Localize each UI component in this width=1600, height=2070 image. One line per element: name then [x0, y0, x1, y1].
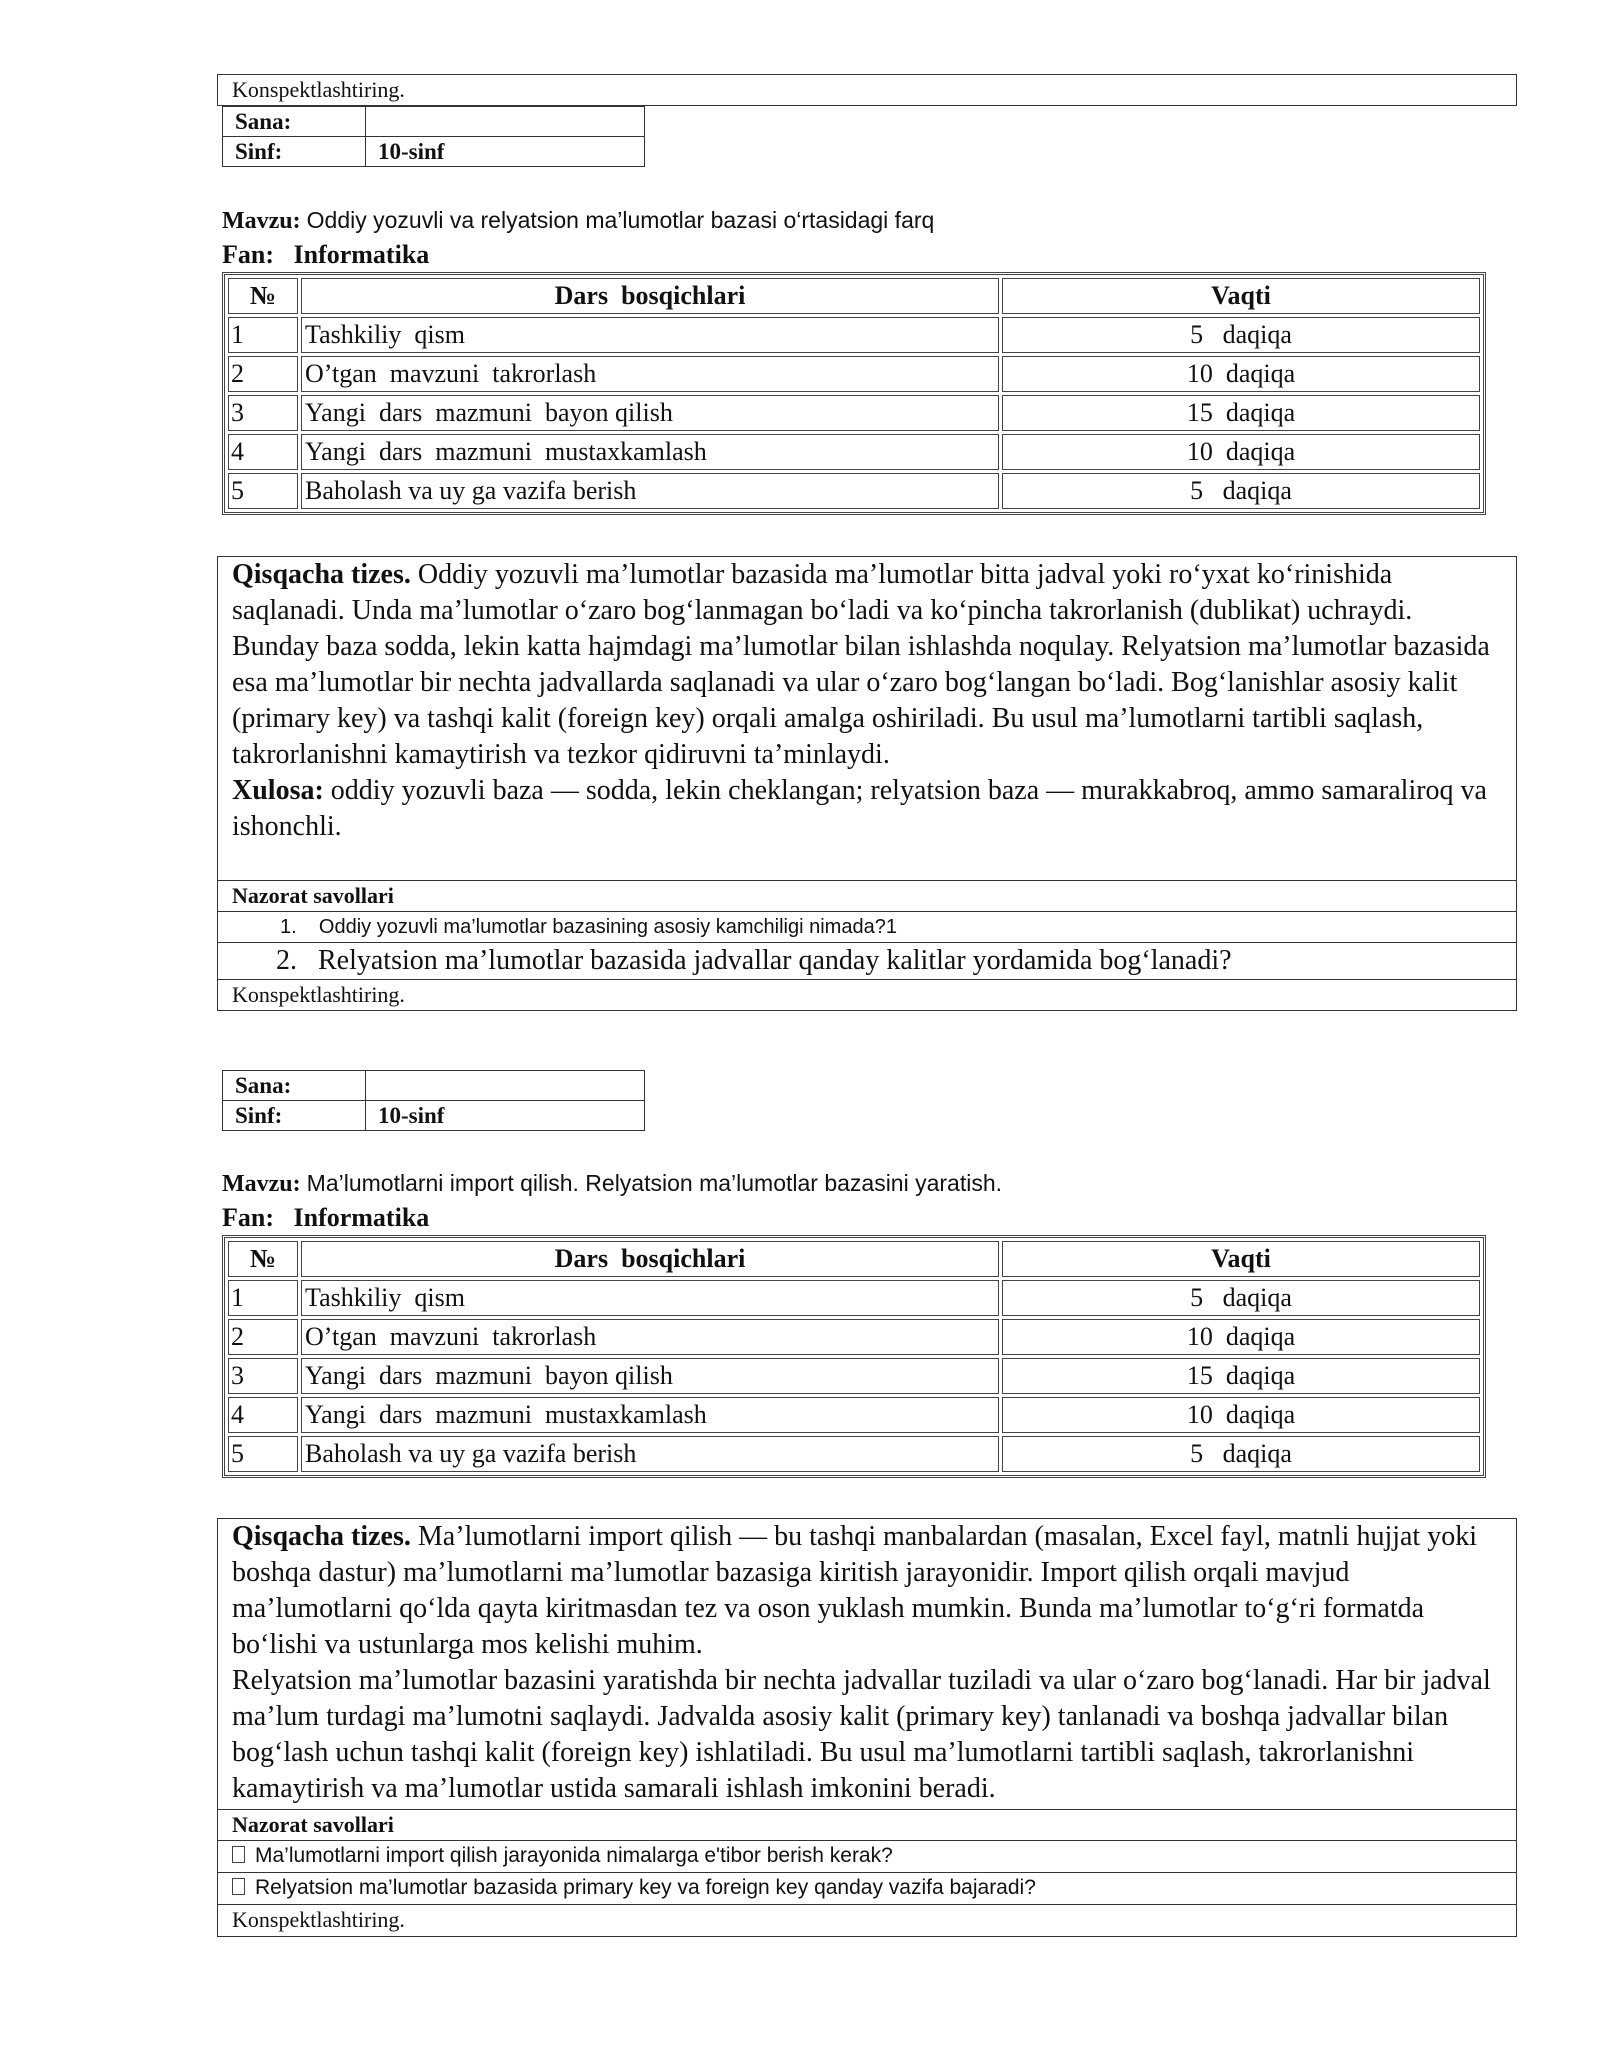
lesson1-question-1 [217, 911, 1517, 943]
mavzu-label: Mavzu: [222, 1171, 301, 1197]
sinf-value: 10-sinf [366, 137, 645, 167]
row-num: 1 [228, 317, 298, 353]
lesson2-stages-table [222, 1235, 1486, 1478]
row-time: 10 daqiqa [1002, 434, 1480, 470]
question-text: Oddiy yozuvli ma’lumotlar bazasining asosiy kamchiligi nimada?1 [318, 916, 897, 938]
row-num: 5 [228, 473, 298, 509]
nazorat-label: Nazorat savollari [232, 1812, 394, 1837]
stages-header-row [228, 1241, 1480, 1277]
row-num: 2 [228, 1319, 298, 1355]
summary-text: Relyatsion ma’lumotlar bazasini yaratishda bir nechta jadvallar tuziladi va ular o‘zaro bog‘lanadi. Har bir jadval ma’lum turdagi ma’lumotni saqlaydi. Jadvalda asosiy kalit (primary key) tanlanadi va boshqa jadvallar bilan bog‘lash uchun tashqi kalit (foreign key) ishlatiladi. Bu usul ma’lumotlarni tartibli saqlash, takrorlanishni kamaytirish va ma’lumotlar ustida samarali ishlash imkonini beradi. [232, 1665, 1491, 1804]
xulosa-label: Xulosa: [232, 775, 324, 806]
sana-label: Sana: [223, 107, 366, 137]
header-num: № [228, 1241, 298, 1277]
lesson2-nazorat-row [217, 1809, 1517, 1841]
lesson2-question-2 [217, 1872, 1517, 1905]
konspekt-text: Konspektlashtiring. [232, 1907, 405, 1932]
row-time: 10 daqiqa [1002, 356, 1480, 392]
row-time: 10 daqiqa [1002, 1397, 1480, 1433]
table-row [228, 1280, 1480, 1316]
question-text: Ma’lumotlarni import qilish jarayonida nimalarga e'tibor berish kerak? [255, 1844, 893, 1867]
table-row [228, 434, 1480, 470]
fan-label: Fan: [222, 1203, 274, 1232]
table-row [228, 317, 1480, 353]
question-text: Relyatsion ma’lumotlar bazasida primary key va foreign key qanday vazifa bajaradi? [255, 1876, 1036, 1899]
mavzu-text: Oddiy yozuvli va relyatsion ma’lumotlar bazasi o‘rtasidagi farq [306, 207, 935, 233]
table-row [228, 356, 1480, 392]
lesson2-summary-box [217, 1518, 1517, 1810]
row-num: 5 [228, 1436, 298, 1472]
stages-header-row [228, 278, 1480, 314]
summary-text: Oddiy yozuvli ma’lumotlar bazasida ma’lumotlar bitta jadval yoki ro‘yxat ko‘rinishida saqlanadi. Unda ma’lumotlar o‘zaro bog‘lanmagan bo‘ladi va ko‘pincha takrorlanish (dublikat) uchraydi. Bunday baza sodda, lekin katta hajmdagi ma’lumotlar bilan ishlashda noqulay. Relyatsion ma’lumotlar bazasida esa ma’lumotlar bir nechta jadvallarda saqlanadi va ular o‘zaro bog‘langan bo‘ladi. Bog‘lanishlar asosiy kalit (primary key) va tashqi kalit (foreign key) orqali amalga oshiriladi. Bu usul ma’lumotlarni tartibli saqlash, takrorlanishni kamaytirish va tezkor qidiruvni ta’minlaydi. [232, 559, 1490, 770]
summary-paragraph [232, 1663, 1502, 1807]
row-stage: Yangi dars mazmuni mustaxkamlash [301, 1397, 999, 1433]
lesson1-summary-box [217, 556, 1517, 881]
row-time: 5 daqiqa [1002, 1280, 1480, 1316]
header-stage: Dars bosqichlari [301, 278, 999, 314]
lesson1-fan [222, 240, 429, 270]
table-row [228, 1397, 1480, 1433]
row-time: 5 daqiqa [1002, 1436, 1480, 1472]
konspekt-text: Konspektlashtiring. [232, 982, 405, 1007]
xulosa-paragraph [232, 773, 1502, 845]
qisqacha-label: Qisqacha tizes. [232, 559, 411, 590]
row-num: 1 [228, 1280, 298, 1316]
row-stage: Yangi dars mazmuni bayon qilish [301, 1358, 999, 1394]
mavzu-label: Mavzu: [222, 208, 301, 234]
row-stage: Tashkiliy qism [301, 1280, 999, 1316]
table-row [228, 395, 1480, 431]
row-stage: Baholash va uy ga vazifa berish [301, 473, 999, 509]
header-time: Vaqti [1002, 1241, 1480, 1277]
lesson1-mavzu [222, 205, 934, 236]
sana-label: Sana: [223, 1071, 366, 1101]
row-time: 5 daqiqa [1002, 473, 1480, 509]
row-stage: O’tgan mavzuni takrorlash [301, 1319, 999, 1355]
sinf-label: Sinf: [223, 1101, 366, 1131]
row-num: 3 [228, 395, 298, 431]
fan-value: Informatika [293, 240, 430, 269]
lesson2-mavzu [222, 1168, 1002, 1199]
sinf-value: 10-sinf [366, 1101, 645, 1131]
fan-label: Fan: [222, 240, 274, 269]
row-stage: Yangi dars mazmuni mustaxkamlash [301, 434, 999, 470]
row-stage: Yangi dars mazmuni bayon qilish [301, 395, 999, 431]
checkbox-glyph-icon [232, 1846, 245, 1863]
lesson1-meta-table [222, 106, 645, 167]
table-row [228, 1319, 1480, 1355]
table-row [228, 473, 1480, 509]
lesson2-question-1 [217, 1840, 1517, 1873]
row-time: 15 daqiqa [1002, 1358, 1480, 1394]
row-stage: Tashkiliy qism [301, 317, 999, 353]
lesson2-meta-table [222, 1070, 645, 1131]
row-num: 4 [228, 434, 298, 470]
xulosa-text: oddiy yozuvli baza — sodda, lekin cheklangan; relyatsion baza — murakkabroq, ammo samaraliroq va ishonchli. [232, 775, 1487, 842]
lesson1-question-2 [217, 942, 1517, 980]
fan-value: Informatika [293, 1203, 430, 1232]
row-stage: Baholash va uy ga vazifa berish [301, 1436, 999, 1472]
header-num: № [228, 278, 298, 314]
table-row [228, 1436, 1480, 1472]
qisqacha-label: Qisqacha tizes. [232, 1521, 411, 1552]
header-time: Vaqti [1002, 278, 1480, 314]
nazorat-label: Nazorat savollari [232, 883, 394, 908]
row-num: 3 [228, 1358, 298, 1394]
lesson1-stages-table [222, 272, 1486, 515]
sana-value [366, 1071, 645, 1101]
row-time: 15 daqiqa [1002, 395, 1480, 431]
row-time: 5 daqiqa [1002, 317, 1480, 353]
header-stage: Dars bosqichlari [301, 1241, 999, 1277]
row-time: 10 daqiqa [1002, 1319, 1480, 1355]
lesson2-konspekt-row [217, 1904, 1517, 1937]
lesson1-nazorat-row [217, 880, 1517, 912]
lesson2-fan [222, 1203, 429, 1233]
question-text: Relyatsion ma’lumotlar bazasida jadvallar qanday kalitlar yordamida bog‘lanadi? [318, 945, 1232, 976]
row-num: 2 [228, 356, 298, 392]
lesson1-konspekt-row [217, 979, 1517, 1011]
checkbox-glyph-icon [232, 1878, 245, 1895]
konspekt-text: Konspektlashtiring. [232, 77, 405, 102]
summary-text: Ma’lumotlarni import qilish — bu tashqi manbalardan (masalan, Excel fayl, matnli hujjat yoki boshqa dastur) ma’lumotlarni ma’lumotlar bazasiga kiritish jarayonidir. Import qilish orqali mavjud ma’lumotlarni qo‘lda qayta kiritmasdan tez va oson yuklash mumkin. Bunda ma’lumotlar to‘g‘ri formatda bo‘lishi va ustunlarga mos kelishi muhim. [232, 1521, 1477, 1660]
sana-value [366, 107, 645, 137]
summary-paragraph [232, 557, 1502, 773]
table-row [228, 1358, 1480, 1394]
row-stage: O’tgan mavzuni takrorlash [301, 356, 999, 392]
row-num: 4 [228, 1397, 298, 1433]
sinf-label: Sinf: [223, 137, 366, 167]
summary-paragraph [232, 1519, 1502, 1663]
mavzu-text: Ma’lumotlarni import qilish. Relyatsion ma’lumotlar bazasini yaratish. [306, 1170, 1003, 1196]
question-number: 2. [276, 945, 297, 976]
question-number: 1. [280, 916, 297, 938]
top-konspekt-row [217, 74, 1517, 106]
